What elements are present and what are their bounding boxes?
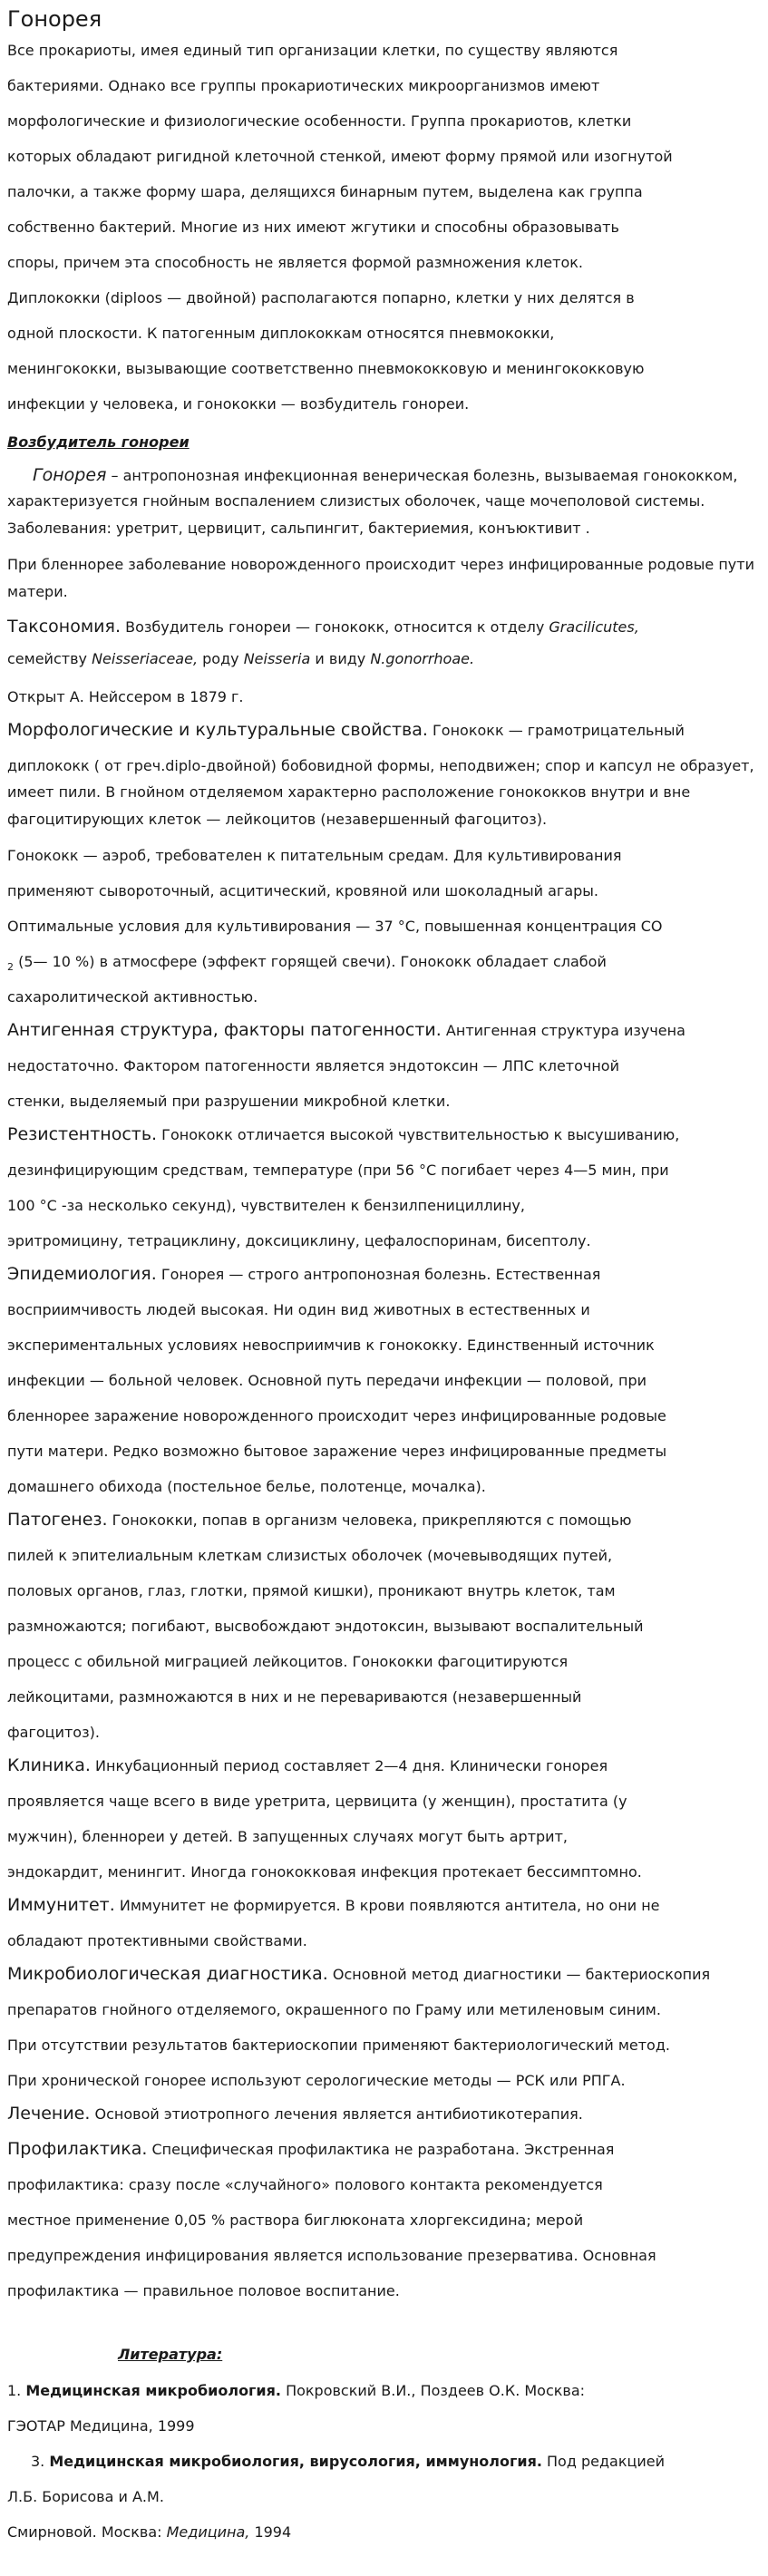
text-line bbox=[7, 952, 607, 977]
text-span: Основой этиотропного лечения является антибиотикотерапия. bbox=[90, 2105, 583, 2123]
text-span: Основной метод диагностики — бактериоскопия bbox=[327, 1966, 711, 1983]
text-span: дезинфицирующим средствам, температуре (при 56 °С погибает через 4—5 мин, при bbox=[7, 1162, 669, 1179]
text-span: процесс с обильной миграцией лейкоцитов. Гонококки фагоцитируются bbox=[7, 1653, 569, 1670]
text-span: домашнего обихода (постельное белье, полотенце, мочалка). bbox=[7, 1478, 486, 1495]
text-span: бактериями. Однако все группы прокариотических микроорганизмов имеют bbox=[7, 77, 600, 94]
text-line bbox=[7, 112, 631, 131]
text-line bbox=[7, 1652, 568, 1672]
text-span: препаратов гнойного отделяемого, окрашенного по Граму или метиленовым синим. bbox=[7, 2001, 661, 2018]
text-span: профилактика: сразу после «случайного» полового контакта рекомендуется bbox=[7, 2176, 603, 2193]
text-line bbox=[7, 1371, 646, 1391]
text-span: (5— 10 %) в атмосфере (эффект горящей свечи). Гонококк обладает слабой bbox=[14, 953, 607, 970]
text-line bbox=[7, 359, 645, 379]
text-span: матери. bbox=[7, 583, 68, 600]
text-span: менингококки, вызывающие соответственно пневмококковую и менингококковую bbox=[7, 360, 645, 377]
text-line bbox=[7, 846, 621, 866]
text-span: споры, причем эта способность не является формой размножения клеток. bbox=[7, 254, 583, 271]
text-line bbox=[7, 1092, 450, 1112]
text-span: которых обладают ригидной клеточной стенкой, имеют форму прямой или изогнутой bbox=[7, 148, 673, 165]
text-span: применяют сывороточный, асцитический, кровяной или шоколадный агары. bbox=[7, 882, 598, 899]
text-span: диплококк ( от греч.diplo-двойной) бобовидной формы, неподвижен; спор и капсул не образует, bbox=[7, 757, 754, 774]
text-span: бленнорее заражение новорожденного происходит через инфицированные родовые bbox=[7, 1407, 666, 1424]
text-span: Под редакцией bbox=[541, 2453, 666, 2470]
text-span: 1994 bbox=[249, 2523, 292, 2541]
section-heading: Гонорея bbox=[33, 465, 107, 485]
text-line bbox=[7, 394, 469, 414]
text-line bbox=[7, 1124, 679, 1145]
text-line bbox=[7, 2281, 400, 2301]
text-line bbox=[7, 917, 663, 937]
text-line bbox=[7, 687, 244, 707]
text-span: инфекции у человека, и гонококки — возбудитель гонореи. bbox=[7, 395, 470, 413]
text-span: Гонококки, попав в организм человека, прикрепляются с помощью bbox=[107, 1512, 632, 1529]
text-line bbox=[7, 555, 754, 575]
text-span: фагоцитоз). bbox=[7, 1724, 100, 1741]
text-line bbox=[7, 1442, 666, 1462]
text-span: Гонорея — строго антропонозная болезнь. Естественная bbox=[156, 1266, 601, 1283]
text-line bbox=[7, 2211, 583, 2231]
section-heading: Антигенная структура, факторы патогенности. bbox=[7, 1020, 442, 1040]
text-span: При отсутствии результатов бактериоскопии применяют бактериологический метод. bbox=[7, 2036, 670, 2054]
text-span: эритромицину, тетрациклину, доксициклину, цефалоспоринам, бисептолу. bbox=[7, 1232, 591, 1249]
text-line bbox=[7, 1723, 100, 1743]
text-line bbox=[7, 1406, 666, 1426]
section-heading: Таксономия. bbox=[7, 617, 121, 637]
text-line bbox=[7, 1581, 616, 1601]
text-span: N.gonorrhoae. bbox=[370, 650, 475, 667]
text-span: инфекции — больной человек. Основной путь передачи инфекции — половой, при bbox=[7, 1372, 647, 1389]
text-span: 2 bbox=[7, 961, 14, 974]
text-line bbox=[7, 288, 635, 308]
text-line bbox=[7, 433, 190, 452]
text-line bbox=[7, 1827, 568, 1847]
text-line bbox=[33, 465, 737, 486]
text-span: 3. bbox=[31, 2453, 50, 2470]
text-line bbox=[7, 617, 639, 637]
text-span: – антропонозная инфекционная венерическая болезнь, вызываемая гонококком, bbox=[106, 467, 738, 484]
text-span: ГЭОТАР Медицина, 1999 bbox=[7, 2417, 195, 2435]
text-span: Гонококк — грамотрицательный bbox=[427, 722, 685, 739]
text-line bbox=[7, 649, 474, 669]
text-span: 1. bbox=[7, 2382, 26, 2399]
text-line bbox=[7, 1020, 685, 1041]
text-line bbox=[7, 1264, 600, 1285]
section-heading: Микробиологическая диагностика. bbox=[7, 1964, 328, 1984]
text-span: имеет пили. В гнойном отделяемом характерно расположение гонококков внутри и вне bbox=[7, 783, 691, 801]
text-line bbox=[7, 2175, 603, 2195]
text-span: Возбудитель гонореи — гонококк, относится к отделу bbox=[121, 618, 549, 636]
text-line bbox=[7, 147, 673, 167]
text-line bbox=[7, 756, 754, 776]
text-span: 100 °С -за несколько секунд), чувствителен к бензилпенициллину, bbox=[7, 1197, 525, 1214]
text-span: одной плоскости. К патогенным диплококкам относятся пневмококки, bbox=[7, 325, 555, 342]
text-line bbox=[7, 2523, 291, 2542]
text-span: половых органов, глаз, глотки, прямой кишки), проникают внутрь клеток, там bbox=[7, 1582, 616, 1599]
text-line bbox=[118, 2345, 222, 2365]
text-span: Медицина, bbox=[166, 2523, 250, 2541]
text-span: Покровский В.И., Поздеев О.К. Москва: bbox=[280, 2382, 586, 2399]
text-line bbox=[7, 720, 685, 741]
text-span: При бленнорее заболевание новорожденного происходит через инфицированные родовые пути bbox=[7, 556, 754, 573]
text-line bbox=[7, 1300, 590, 1320]
text-span: характеризуется гнойным воспалением слизистых оболочек, чаще мочеполовой системы. bbox=[7, 492, 705, 510]
text-line bbox=[7, 881, 598, 901]
text-line bbox=[7, 1755, 608, 1776]
text-line bbox=[7, 1895, 660, 1916]
text-span: обладают протективными свойствами. bbox=[7, 1932, 307, 1949]
section-heading: Резистентность. bbox=[7, 1124, 158, 1144]
text-line bbox=[7, 2071, 626, 2091]
text-line bbox=[7, 1964, 710, 1985]
text-span: размножаются; погибают, высвобождают эндотоксин, вызывают воспалительный bbox=[7, 1618, 644, 1635]
text-line bbox=[7, 1231, 591, 1251]
text-span: мужчин), бленнореи у детей. В запущенных случаях могут быть артрит, bbox=[7, 1828, 568, 1845]
text-span: Заболевания: уретрит, цервицит, сальпингит, бактериемия, конъюктивит . bbox=[7, 520, 590, 537]
text-span: Антигенная структура изучена bbox=[441, 1022, 685, 1039]
text-line bbox=[7, 1161, 669, 1181]
text-line bbox=[7, 76, 599, 96]
text-span: Оптимальные условия для культивирования — 37 °С, повышенная концентрация СО bbox=[7, 918, 663, 935]
text-line bbox=[7, 491, 705, 511]
text-span: проявляется чаще всего в виде уретрита, цервицита (у женщин), простатита (у bbox=[7, 1793, 627, 1810]
text-line bbox=[7, 2487, 164, 2507]
text-span: и виду bbox=[310, 650, 371, 667]
text-span: сахаролитической активностью. bbox=[7, 988, 258, 1006]
text-line bbox=[31, 2452, 665, 2472]
text-span: эндокардит, менингит. Иногда гонококковая инфекция протекает бессимптомно. bbox=[7, 1863, 642, 1881]
text-span: Медицинская микробиология, вирусология, иммунология. bbox=[49, 2453, 542, 2470]
text-line bbox=[7, 2416, 195, 2436]
section-heading: Профилактика. bbox=[7, 2139, 148, 2159]
text-span: предупреждения инфицирования является использование презерватива. Основная bbox=[7, 2247, 656, 2264]
text-span: Диплококки (diploos — двойной) располагаются попарно, клетки у них делятся в bbox=[7, 289, 635, 306]
text-span: роду bbox=[198, 650, 244, 667]
section-heading: Иммунитет. bbox=[7, 1895, 115, 1915]
text-span: семейству bbox=[7, 650, 92, 667]
text-line bbox=[7, 1931, 307, 1951]
section-heading: Лечение. bbox=[7, 2104, 91, 2124]
text-span: Гонококк отличается высокой чувствительностью к высушиванию, bbox=[157, 1126, 680, 1143]
text-line bbox=[7, 218, 619, 238]
section-heading: Эпидемиология. bbox=[7, 1264, 157, 1284]
text-span: местное применение 0,05 % раствора биглюконата хлоргексидина; мерой bbox=[7, 2211, 584, 2229]
text-line bbox=[7, 582, 68, 602]
text-span: Gracilicutes, bbox=[549, 618, 639, 636]
section-heading: Патогенез. bbox=[7, 1510, 108, 1530]
text-span: Neisseria bbox=[243, 650, 311, 667]
text-span: Инкубационный период составляет 2—4 дня. Клинически гонорея bbox=[90, 1757, 608, 1774]
text-line bbox=[7, 1477, 486, 1497]
text-span: собственно бактерий. Многие из них имеют жгутики и способны образовывать bbox=[7, 219, 619, 236]
section-heading: Морфологические и культуральные свойства. bbox=[7, 720, 428, 740]
text-span: Возбудитель гонореи bbox=[7, 433, 190, 451]
text-line bbox=[7, 519, 590, 539]
text-line bbox=[7, 1510, 632, 1531]
text-line bbox=[7, 810, 547, 830]
text-span: Открыт А. Нейссером в 1879 г. bbox=[7, 688, 244, 705]
text-span: экспериментальных условиях невосприимчив к гонококку. Единственный источник bbox=[7, 1337, 655, 1354]
text-span: фагоцитирующих клеток — лейкоцитов (незавершенный фагоцитоз). bbox=[7, 811, 548, 828]
page-title: Гонорея bbox=[7, 6, 102, 32]
text-line bbox=[7, 324, 554, 344]
text-line bbox=[7, 2036, 670, 2056]
text-span: пути матери. Редко возможно бытовое заражение через инфицированные предметы bbox=[7, 1443, 667, 1460]
text-span: пилей к эпителиальным клеткам слизистых оболочек (мочевыводящих путей, bbox=[7, 1547, 613, 1564]
text-line bbox=[7, 41, 617, 61]
section-heading: Клиника. bbox=[7, 1755, 91, 1775]
text-span: недостаточно. Фактором патогенности является эндотоксин — ЛПС клеточной bbox=[7, 1057, 619, 1074]
text-span: Neisseriaceae, bbox=[92, 650, 199, 667]
text-line bbox=[7, 1056, 619, 1076]
text-span: Смирновой. Москва: bbox=[7, 2523, 167, 2541]
text-span: Медицинская микробиология. bbox=[25, 2382, 281, 2399]
text-line bbox=[7, 2381, 585, 2401]
text-line bbox=[7, 1862, 642, 1882]
text-line bbox=[7, 253, 583, 273]
text-line bbox=[7, 2104, 583, 2124]
text-span: При хронической гонорее используют серологические методы — РСК или РПГА. bbox=[7, 2072, 626, 2089]
text-line bbox=[7, 987, 258, 1007]
text-span: лейкоцитами, размножаются в них и не перевариваются (незавершенный bbox=[7, 1688, 582, 1706]
text-line bbox=[7, 2246, 656, 2266]
text-line bbox=[7, 1336, 655, 1356]
text-line bbox=[7, 1617, 644, 1637]
text-span: Литература: bbox=[118, 2346, 223, 2363]
text-line bbox=[7, 2139, 614, 2160]
text-line bbox=[7, 1546, 612, 1566]
text-span: Все прокариоты, имея единый тип организации клетки, по существу являются bbox=[7, 42, 618, 59]
text-line bbox=[7, 783, 690, 802]
text-span: Иммунитет не формируется. В крови появляются антитела, но они не bbox=[114, 1897, 660, 1914]
text-span: морфологические и физиологические особенности. Группа прокариотов, клетки bbox=[7, 112, 632, 130]
text-span: Гонококк — аэроб, требователен к питательным средам. Для культивирования bbox=[7, 847, 622, 864]
text-span: Л.Б. Борисова и А.М. bbox=[7, 2488, 164, 2505]
text-span: профилактика — правильное половое воспитание. bbox=[7, 2282, 400, 2299]
text-span: палочки, а также форму шара, делящихся бинарным путем, выделена как группа bbox=[7, 183, 643, 200]
text-line bbox=[7, 1687, 581, 1707]
text-line bbox=[7, 182, 643, 202]
text-line bbox=[7, 1792, 627, 1812]
text-line bbox=[7, 2000, 661, 2020]
text-span: восприимчивость людей высокая. Ни один вид животных в естественных и bbox=[7, 1301, 590, 1318]
text-span: стенки, выделяемый при разрушении микробной клетки. bbox=[7, 1093, 451, 1110]
text-span: Специфическая профилактика не разработана. Экстренная bbox=[147, 2141, 615, 2158]
text-line bbox=[7, 1196, 525, 1216]
